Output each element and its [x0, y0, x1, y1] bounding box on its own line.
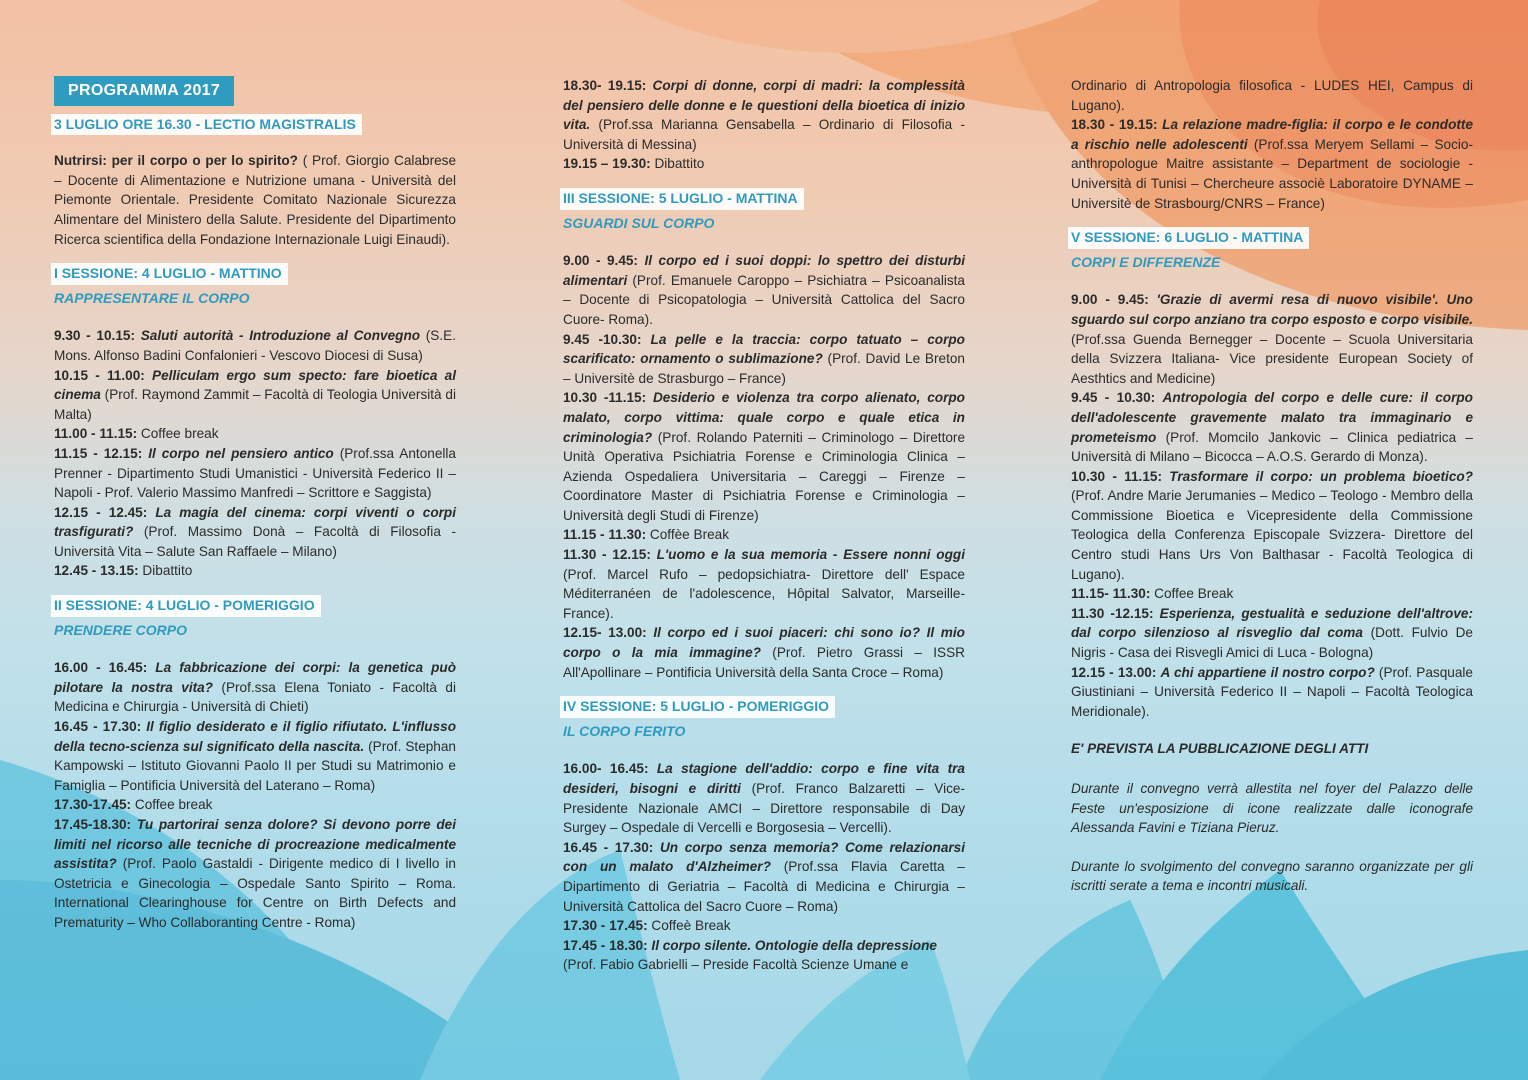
entry-details: (Prof. Raymond Zammit – Facoltà di Teologia Università di Malta)	[54, 387, 456, 422]
publication-note: E' PREVISTA LA PUBBLICAZIONE DEGLI ATTI	[1071, 741, 1369, 757]
program-entry	[54, 503, 456, 562]
lectio-entry	[54, 151, 456, 249]
program-entry	[563, 76, 965, 154]
entry-details: (Prof. Stephan Kampowski – Istituto Giovanni Paolo II per Studi su Matrimonio e Famiglia – Pontificia Università del Laterano – Roma)	[54, 738, 456, 793]
entry-title: A chi appartiene il nostro corpo?	[1160, 664, 1375, 680]
session-label: II SESSIONE: 4 LUGLIO - POMERIGGIO	[51, 595, 321, 617]
program-entry-continued	[1071, 76, 1473, 115]
session-theme: IL CORPO FERITO	[563, 722, 686, 739]
entry-details: (Prof.ssa Antonella Prenner - Dipartimento Studi Umanistici - Università Federico II – Napoli - Prof. Valerio Massimo Manfredi – Scrittore e Saggista)	[54, 445, 456, 501]
entry-details: (Dott. Fulvio De Nigris - Casa dei Risvegli Amici di Luca - Bologna)	[1071, 625, 1473, 661]
entry-title: Desiderio e violenza tra corpo alienato, corpo malato, corpo vittima: quale corpo e quale etica in criminologia?	[563, 390, 965, 445]
session-label: I SESSIONE: 4 LUGLIO - MATTINO	[51, 263, 288, 285]
session-label: IV SESSIONE: 5 LUGLIO - POMERIGGIO	[560, 696, 835, 718]
session-4	[563, 696, 965, 975]
lectio-title: Nutrirsi: per il corpo o per lo spirito?	[54, 153, 298, 169]
entry-title: Saluti autorità - Introduzione al Convegno	[140, 328, 421, 344]
lectio-label: 3 LUGLIO ORE 16.30 - LECTIO MAGISTRALIS	[51, 114, 362, 136]
entry-details: Coffeè Break	[651, 918, 731, 934]
entry-details: (S.E. Mons. Alfonso Badini Confalonieri - Vescovo Diocesi di Susa)	[54, 328, 456, 363]
entry-details: (Prof. Franco Balzaretti – Vice-Presidente Nazionale AMCI – Direttore responsabile di Day Surgey – Ospedale di Vercelli e Borgosesia – Vercelli).	[563, 781, 965, 836]
entry-time: 10.30 -11.15:	[563, 390, 653, 406]
session-5	[1071, 227, 1473, 721]
entry-title: Antropologia del corpo e delle cure: il corpo dell'adolescente gravemente malato tra immaginario e prometeismo	[1071, 390, 1473, 445]
entry-details: (Prof. Fabio Gabrielli – Preside Facoltà Scienze Umane e	[563, 957, 909, 973]
entry-time: 11.15- 11.30:	[1071, 586, 1155, 602]
session-theme: CORPI E DIFFERENZE	[1071, 253, 1221, 270]
entry-details: Coffee break	[140, 426, 219, 442]
entry-details: (Prof.ssa Elena Toniato - Facoltà di Medicina e Chirurgia - Università di Chieti)	[54, 679, 456, 715]
entry-time: 19.15 – 19.30:	[563, 156, 655, 172]
column-1	[54, 76, 456, 933]
entry-time: 12.45 - 13.15:	[54, 563, 143, 579]
entry-details: (Prof.ssa Marianna Gensabella – Ordinario di Filosofia -Università di Messina)	[563, 117, 965, 152]
program-entry	[54, 366, 456, 425]
entry-time: 18.30 - 19.15:	[1071, 117, 1163, 133]
entry-details: (Prof. Emanuele Caroppo – Psichiatra – Psicoanalista – Docente di Psicopatologia – Università Cattolica del Sacro Cuore- Roma).	[563, 272, 965, 327]
entry-title: Corpi di donne, corpi di madri: la complessità del pensiero delle donne e le questioni della bioetica di inizio vita.	[563, 78, 965, 133]
entry-title: Il corpo ed i suoi doppi: lo spettro dei disturbi alimentari	[563, 253, 965, 288]
entry-time: 9.30 - 10.15:	[54, 328, 141, 344]
entry-title: Pelliculam ergo sum specto: fare bioetica al cinema	[54, 367, 456, 403]
entry-time: 11.15 - 11.30:	[563, 527, 650, 543]
entry-title: Un corpo senza memoria? Come relazionarsi con un malato d'Alzheimer?	[563, 839, 966, 875]
program-entry	[54, 424, 456, 444]
program-entry	[1071, 115, 1473, 213]
entry-title: Trasformare il corpo: un problema bioetico?	[1169, 468, 1473, 484]
entry-details: Ordinario di Antropologia filosofica - LUDES HEI, Campus di Lugano).	[1071, 78, 1473, 113]
entry-title: La magia del cinema: corpi viventi o corpi trasfigurati?	[54, 504, 456, 540]
program-entry	[1071, 663, 1473, 722]
program-entry	[1071, 604, 1473, 663]
entry-title: La fabbricazione dei corpi: la genetica può pilotare la nostra vita?	[54, 660, 456, 695]
entry-time: 10.15 - 11.00:	[54, 367, 153, 383]
entry-time: 16.00- 16.45:	[563, 761, 657, 777]
entry-time: 11.00 - 11.15:	[54, 426, 141, 442]
evenings-note: Durante lo svolgimento del convegno saranno organizzate per gli iscritti serate a tema e incontri musicali.	[1071, 858, 1473, 894]
session-2	[54, 595, 456, 933]
program-entry	[54, 561, 456, 581]
entry-time: 16.45 - 17.30:	[563, 839, 660, 855]
program-title: PROGRAMMA 2017	[54, 76, 234, 106]
entry-time: 12.15- 13.00:	[563, 625, 654, 641]
program-entry	[563, 623, 965, 682]
entry-details: (Prof. Momcilo Jankovic – Clinica pediatrica – Università di Milano – Bicocca – A.O.S. Gerardo di Monza).	[1071, 429, 1473, 465]
program-entry	[563, 330, 965, 389]
entry-time: 9.45 -10.30:	[563, 331, 651, 347]
program-entry	[54, 815, 456, 933]
entry-time: 9.00 - 9.45:	[1071, 292, 1157, 308]
entry-title: Esperienza, gestualità e seduzione dell'altrove: dal corpo silenzioso al risveglio dal coma	[1071, 605, 1473, 641]
program-entry	[563, 525, 965, 545]
entry-details: (Prof. Paolo Gastaldi - Dirigente medico di I livello in Ostetricia e Ginecologia – Ospedale Santo Spirito – Roma. International Clearinghouse for Centre on Birth Defects and Prematurity – Who Collaboranting Centre - Roma)	[54, 856, 456, 930]
program-entry	[1071, 290, 1473, 388]
column-2	[563, 76, 965, 975]
entry-time: 16.45 - 17.30:	[54, 719, 147, 735]
exhibition-note: Durante il convegno verrà allestita nel foyer del Palazzo delle Feste un'esposizione di icone realizzate dalle iconografe Alessanda Favini e Tiziana Pieruz.	[1071, 781, 1473, 836]
entry-details: Coffee break	[134, 797, 213, 813]
entry-time: 12.15 - 13.00:	[1071, 664, 1161, 680]
entry-title: Il corpo silente. Ontologie della depressione	[651, 937, 937, 953]
session-label: V SESSIONE: 6 LUGLIO - MATTINA	[1068, 227, 1309, 249]
program-entry	[563, 251, 965, 329]
entry-title: La pelle e la traccia: corpo tatuato – corpo scarificato: ornamento o sublimazione?	[563, 331, 965, 367]
entry-details: (Prof. Pasquale Giustiniani – Università Federico II – Napoli – Facoltà Teologica Meridionale).	[1071, 664, 1473, 719]
entry-title: 'Grazie di avermi resa di nuovo visibile'. Uno sguardo sul corpo anziano tra corpo esposto e corpo visibile.	[1071, 292, 1473, 327]
column-3	[1071, 76, 1473, 915]
program-entry	[1071, 388, 1473, 466]
entry-details: (Prof.ssa Meryem Sellami – Socio-anthropologue Maitre assistante – Department de sociologie - Università di Tunisi – Chercheure associè Laboratoire DYNAME – Universitè de Strasbourg/CNRS – France)	[1071, 136, 1474, 211]
entry-details: (Prof.ssa Guenda Bernegger – Docente – Scuola Universitaria della Svizzera Italiana- Vice presidente European Society of Aesthtics and Medicine)	[1071, 331, 1473, 386]
session-1	[54, 263, 456, 581]
session-theme: SGUARDI SUL CORPO	[563, 214, 715, 231]
entry-time: 9.00 - 9.45:	[563, 253, 645, 269]
session-theme: RAPPRESENTARE IL CORPO	[54, 289, 250, 306]
program-entry	[563, 916, 965, 936]
entry-details: Coffee Break	[1154, 586, 1234, 602]
session-3	[563, 188, 965, 682]
entry-title: La stagione dell'addio: corpo e fine vita tra desideri, bisogni e diritti	[563, 761, 965, 796]
entry-time: 16.00 - 16.45:	[54, 660, 156, 676]
entry-time: 12.15 - 12.45:	[54, 504, 156, 520]
program-entry	[563, 545, 965, 623]
entry-title: La relazione madre-figlia: il corpo e le condotte a rischio nelle adolescenti	[1071, 117, 1473, 152]
entry-details: Dibattito	[142, 563, 193, 579]
program-entry	[563, 154, 965, 174]
session-theme: PRENDERE CORPO	[54, 621, 188, 638]
entry-details: (Prof. Andre Marie Jerumanies – Medico – Teologo - Membro della Commissione Bioetica e Vicepresidente della Commissione Teologica della Conferenza Episcopale Svizzera- Direttore del Centro studi Hans Urs Von Balthasar - Facoltà Teologica di Lugano).	[1071, 488, 1473, 582]
program-entry	[54, 795, 456, 815]
lectio-details: ( Prof. Giorgio Calabrese – Docente di Alimentazione e Nutrizione umana - Università del Piemonte Orientale. Presidente Comitato Nazionale Sicurezza Alimentare del Ministero della Salute. Presidente del Dipartimento Ricerca scientifica della Fondazione Internazionale Luigi Einaudi).	[54, 153, 457, 247]
entry-time: 10.30 - 11.15:	[1071, 468, 1170, 484]
program-entry	[54, 717, 456, 795]
entry-title: Il corpo ed i suoi piaceri: chi sono io? Il mio corpo o la mia immagine?	[563, 625, 965, 661]
session-label: III SESSIONE: 5 LUGLIO - MATTINA	[560, 188, 804, 210]
program-entry	[563, 388, 965, 525]
entry-time: 17.45 - 18.30:	[563, 937, 652, 953]
entry-title: Il figlio desiderato e il figlio rifiutato. L'influsso della tecno-scienza sul significato della nascita.	[54, 719, 457, 754]
entry-details: (Prof. Rolando Paterniti – Criminologo – Direttore Unità Operativa Psichiatria Forense e Criminologia Clinica – Azienda Ospedaliera Universitaria – Careggi – Firenze – Coordinatore Master di Psichiatria Forense e Criminologia – Università degli Studi di Firenze)	[563, 429, 965, 523]
entry-details: (Prof. Pietro Grassi – ISSR All'Apollinare – Pontificia Università della Santa Croce – Roma)	[563, 645, 965, 680]
program-entry	[54, 658, 456, 717]
entry-title: Tu partorirai senza dolore? Si devono porre dei limiti nel ricorso alle tecniche di procreazione medicalmente assistita?	[54, 817, 457, 872]
entry-time: 17.45-18.30:	[54, 817, 137, 832]
entry-details: Coffèe Break	[649, 527, 730, 543]
entry-title: Il corpo nel pensiero antico	[148, 445, 334, 461]
program-entry	[1071, 584, 1473, 604]
program-entry	[1071, 467, 1473, 585]
program-entry	[54, 326, 456, 365]
program-entry	[563, 936, 965, 975]
entry-details: (Prof.ssa Flavia Caretta – Dipartimento di Geriatria – Facoltà di Medicina e Chirurgia – Università Cattolica del Sacro Cuore – Roma)	[563, 859, 965, 914]
entry-time: 9.45 - 10.30:	[1071, 390, 1163, 406]
program-entry	[563, 838, 965, 916]
entry-time: 11.15 - 12.15:	[54, 445, 149, 461]
entry-details: (Prof. Massimo Donà – Facoltà di Filosofia - Università Vita – Salute San Raffaele – Milano)	[54, 524, 456, 559]
entry-time: 18.30- 19.15:	[563, 78, 653, 93]
entry-time: 17.30-17.45:	[54, 797, 135, 813]
entry-time: 11.30 - 12.15:	[563, 547, 657, 563]
entry-title: L'uomo e la sua memoria - Essere nonni oggi	[656, 547, 965, 563]
program-entry	[54, 444, 456, 503]
entry-details: (Prof. David Le Breton – Universitè de Strasburgo – France)	[563, 351, 965, 386]
entry-time: 11.30 -12.15:	[1071, 605, 1160, 621]
program-entry	[563, 759, 965, 837]
entry-details: (Prof. Marcel Rufo – pedopsichiatra- Direttore dell' Espace Méditerranéen de l'adolescence, Hôpital Salvator, Marseille-France).	[563, 566, 965, 621]
entry-details: Dibattito	[654, 156, 705, 172]
entry-time: 17.30 - 17.45:	[563, 918, 652, 934]
